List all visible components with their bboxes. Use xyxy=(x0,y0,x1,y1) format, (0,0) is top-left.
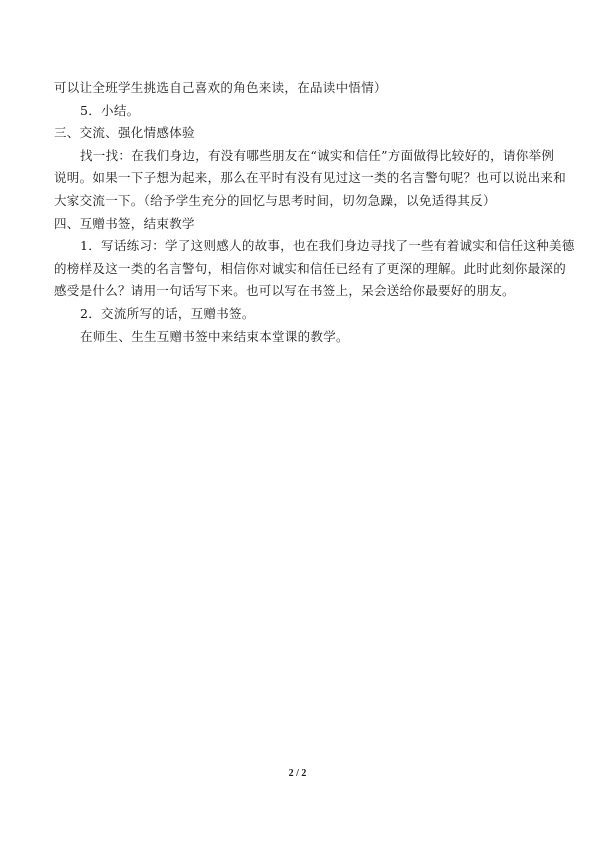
page-number: 2 / 2 xyxy=(288,768,307,779)
paragraph-line: 说明。如果一下子想为起来，那么在平时有没有见过这一类的名言警句呢？也可以说出来和 xyxy=(54,170,567,186)
paragraph-line: 感受是什么？请用一句话写下来。也可以写在书签上，呆会送给你最要好的朋友。 xyxy=(54,283,515,299)
section-heading-3: 三、交流、强化情感体验 xyxy=(54,125,195,141)
summary-item: 5．小结。 xyxy=(80,102,140,118)
document-body xyxy=(54,77,575,348)
paragraph-line: 可以让全班学生挑选自己喜欢的角色来读，在品读中悟情） xyxy=(54,80,387,95)
paragraph-line: 在师生、生生互赠书签中来结束本堂课的教学。 xyxy=(80,328,349,344)
paragraph-line: 1．写话练习：学了这则感人的故事，也在我们身边寻找了一些有着诚实和信任这种美德 xyxy=(80,238,575,254)
list-item: 2．交流所写的话，互赠书签。 xyxy=(80,305,255,321)
section-heading-4: 四、互赠书签，结束教学 xyxy=(54,215,195,231)
paragraph-line: 大家交流一下。（给予学生充分的回忆与思考时间，切勿急躁，以免适得其反） xyxy=(54,192,496,208)
paragraph-line: 的榜样及这一类的名言警句，相信你对诚实和信任已经有了更深的理解。此时此刻你最深的 xyxy=(54,260,567,276)
paragraph-line: 找一找：在我们身边，有没有哪些朋友在“诚实和信任”方面做得比较好的，请你举例 xyxy=(80,147,555,163)
